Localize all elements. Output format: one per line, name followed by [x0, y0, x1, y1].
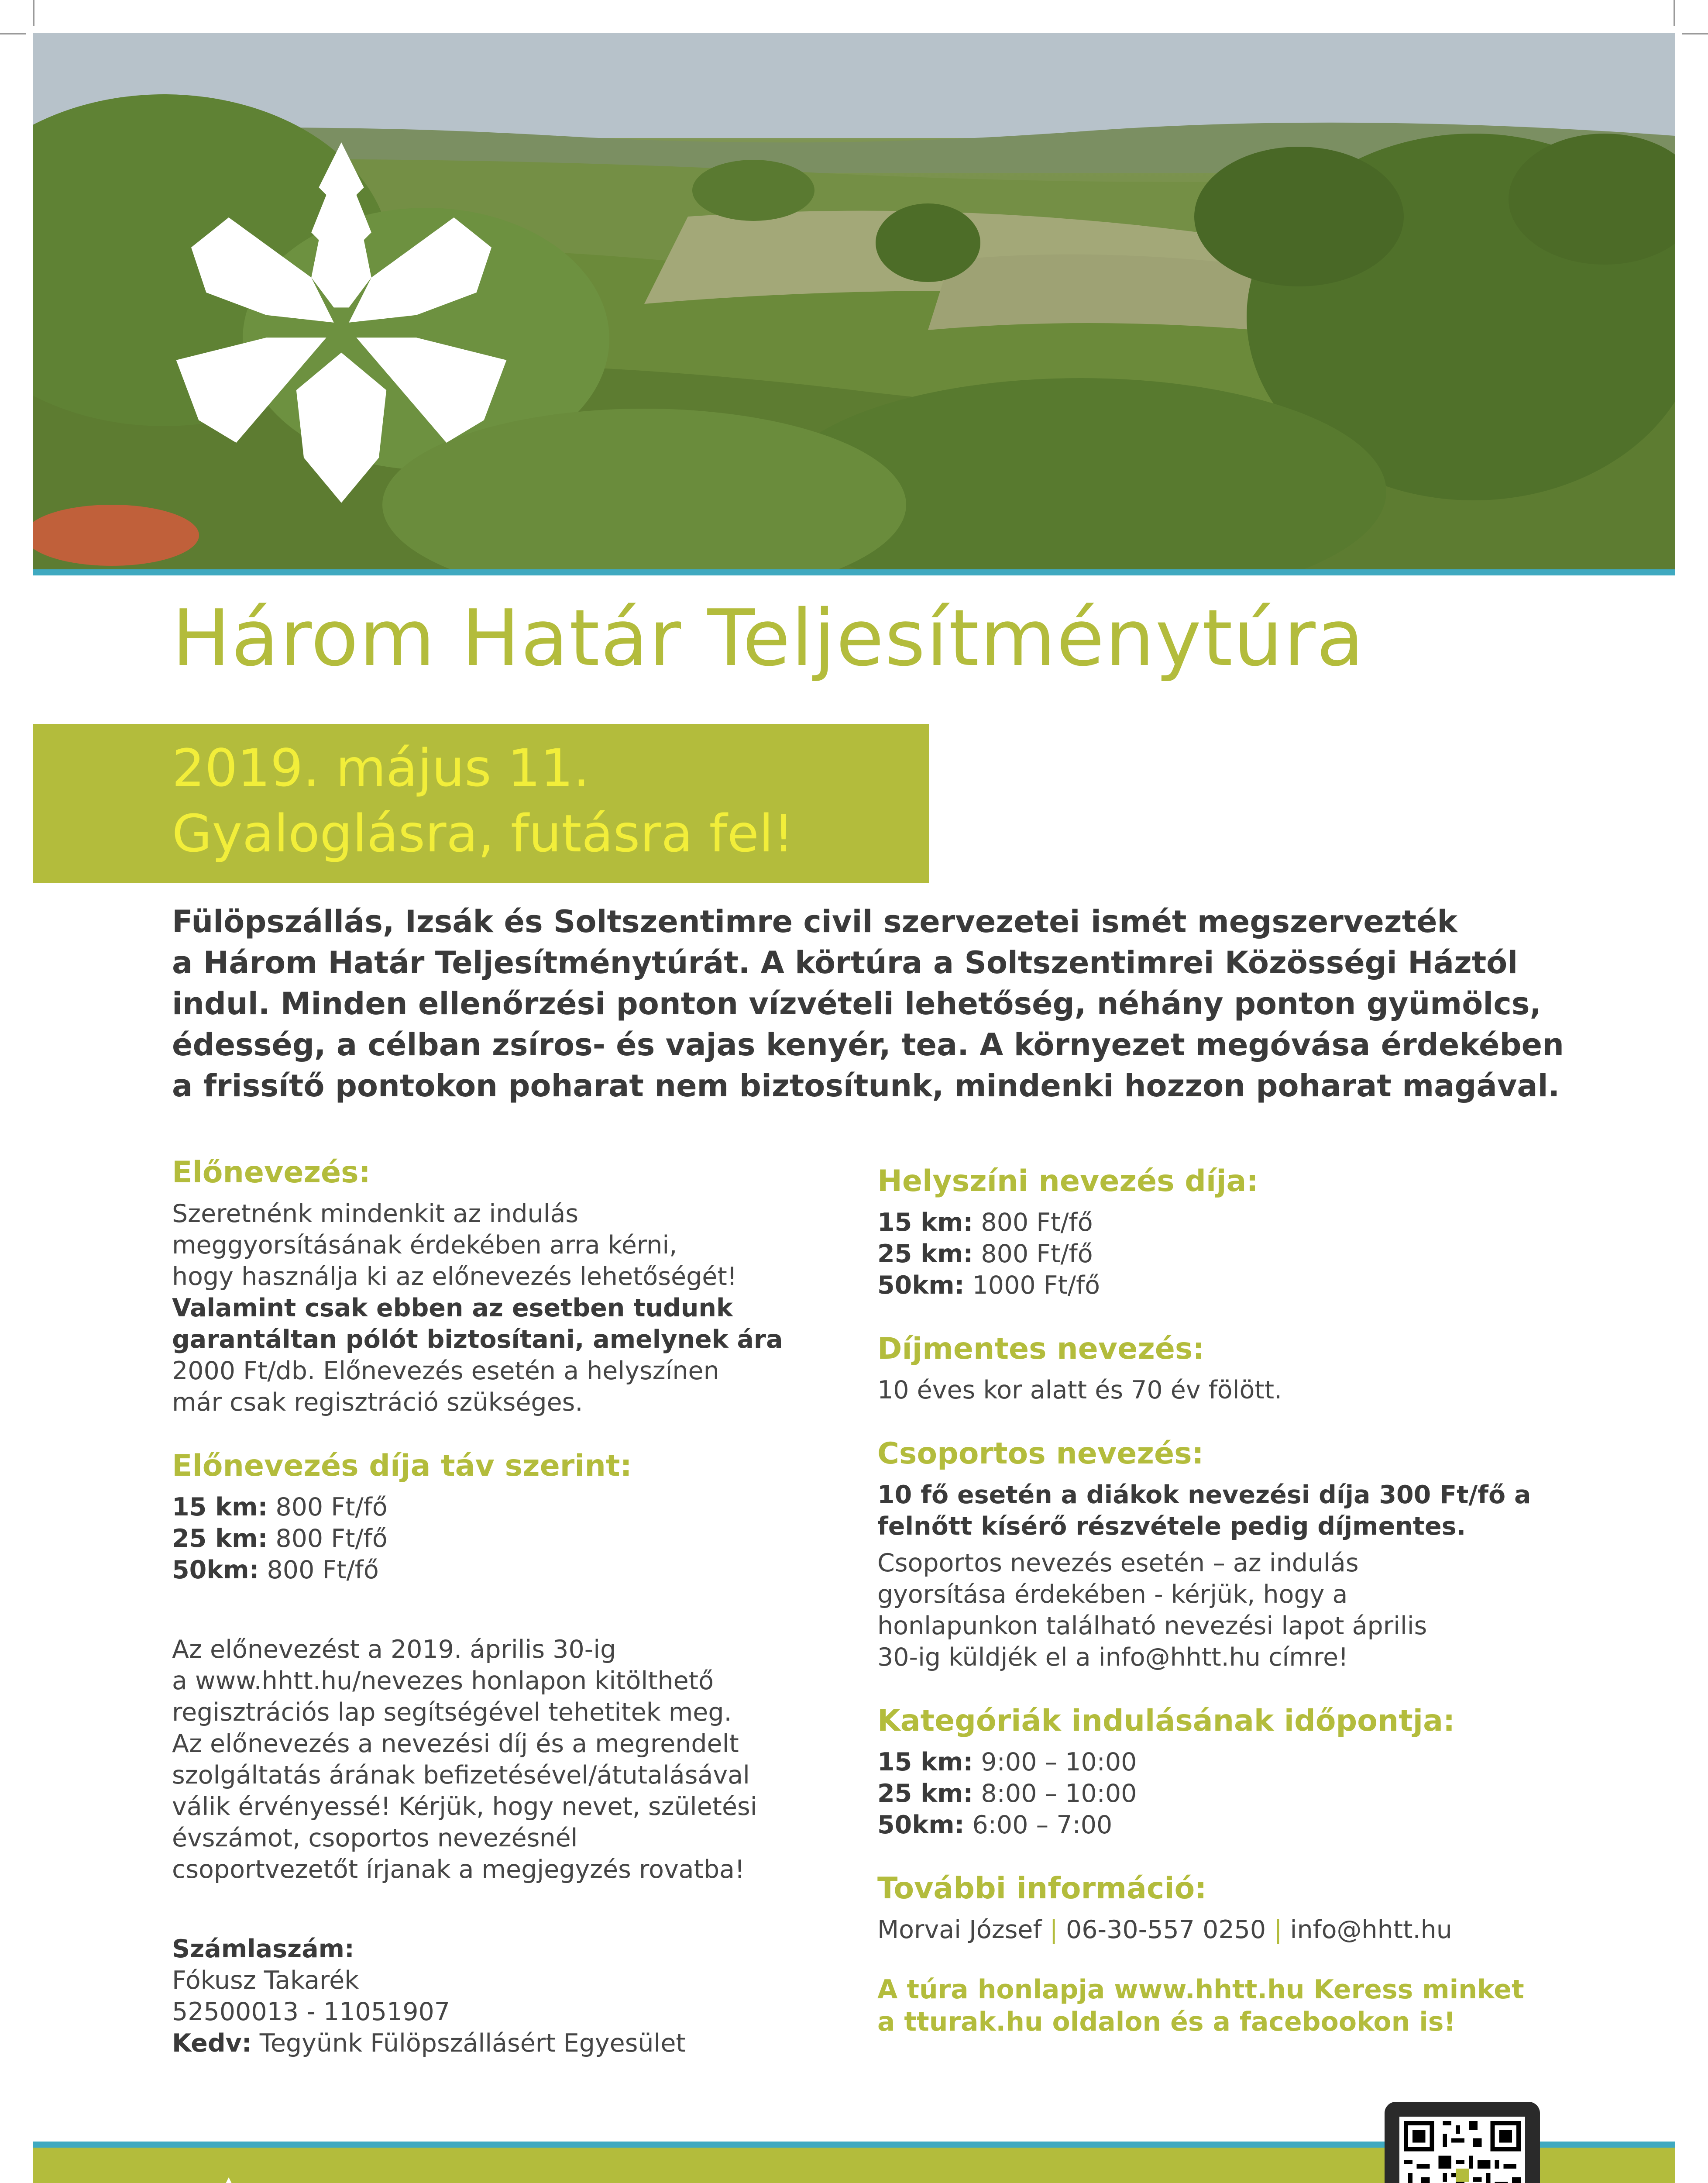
left-column	[172, 1153, 853, 2087]
contact-email[interactable]: info@hhtt.hu	[1290, 1915, 1452, 1944]
distance-label: 50km:	[877, 1271, 965, 1300]
start-times-section	[877, 1701, 1619, 1841]
prereg-line: Szeretnénk mindenkit az indulás	[172, 1199, 579, 1228]
group-entry-heading: Csoportos nevezés:	[877, 1436, 1204, 1471]
fee-row	[172, 1491, 853, 1523]
free-entry-section	[877, 1329, 1619, 1406]
prereg-info-line: szolgáltatás árának befizetésével/átutalásával	[172, 1761, 750, 1790]
time-row	[877, 1809, 1619, 1841]
group-bold-line: 10 fő esetén a diákok nevezési díja 300 Ft/fő a	[877, 1481, 1531, 1509]
prereg-line: garantáltan pólót biztosítani, amelynek ára	[172, 1325, 783, 1354]
fee-row	[877, 1270, 1619, 1301]
fee-value: 800 Ft/fő	[275, 1493, 388, 1522]
crop-mark	[33, 0, 34, 26]
event-slogan: Gyaloglásra, futásra fel!	[172, 803, 794, 864]
prereg-info-line: Az előnevezés a nevezési díj és a megrendelt	[172, 1729, 739, 1758]
distance-label: 15 km:	[877, 1208, 973, 1237]
distance-label: 50km:	[172, 1556, 259, 1584]
intro-paragraph	[172, 901, 1678, 1106]
distance-label: 15 km:	[877, 1748, 973, 1777]
group-line: gyorsítása érdekében - kérjük, hogy a	[877, 1580, 1348, 1609]
intro-line: indul. Minden ellenőrzési ponton vízvételi lehetőség, néhány ponton gyümölcs,	[172, 986, 1542, 1022]
prereg-info-line: a www.hhtt.hu/nevezes honlapon kitölthető	[172, 1667, 714, 1695]
flower-logo-icon	[172, 2175, 285, 2183]
fee-row	[877, 1238, 1619, 1270]
prereg-fee-section	[172, 1446, 853, 1586]
group-line: honlapunkon található nevezési lapot április	[877, 1611, 1427, 1640]
time-row	[877, 1778, 1619, 1809]
fee-value: 800 Ft/fő	[981, 1240, 1093, 1268]
account-label: Számlaszám:	[172, 1935, 354, 1963]
prereg-text	[172, 1198, 853, 1418]
time-value: 8:00 – 10:00	[981, 1779, 1137, 1808]
separator: |	[1049, 1915, 1058, 1944]
free-entry-heading: Díjmentes nevezés:	[877, 1332, 1205, 1366]
prereg-fee-heading: Előnevezés díja táv szerint:	[172, 1449, 632, 1483]
right-column	[877, 1153, 1619, 2066]
crop-mark	[0, 33, 26, 34]
more-info-section	[877, 1869, 1619, 1945]
group-entry-section	[877, 1434, 1619, 1673]
intro-line: Fülöpszállás, Izsák és Soltszentimre civil szervezetei ismét megszervezték	[172, 904, 1458, 940]
prereg-info-line: válik érvényessé! Kérjük, hogy nevet, születési	[172, 1792, 757, 1821]
web-section	[877, 1973, 1619, 2038]
contact-line	[877, 1914, 1619, 1945]
fee-value: 1000 Ft/fő	[972, 1271, 1100, 1300]
intro-line: a Három Határ Teljesítménytúrát. A körtúra a Soltszentimrei Közösségi Háztól	[172, 945, 1518, 981]
hero-divider	[33, 569, 1675, 575]
prereg-info-text	[172, 1634, 853, 1885]
crop-mark	[1682, 33, 1708, 34]
beneficiary-row	[172, 2028, 853, 2059]
web-line: A túra honlapja www.hhtt.hu Keress minket	[877, 1974, 1524, 2005]
start-times-heading: Kategóriák indulásának időpontja:	[877, 1704, 1455, 1738]
time-value: 6:00 – 7:00	[972, 1811, 1113, 1839]
distance-label: 50km:	[877, 1811, 965, 1839]
qr-code-icon[interactable]	[1399, 2117, 1525, 2183]
distance-label: 25 km:	[877, 1779, 973, 1808]
group-entry-text	[877, 1479, 1619, 1673]
event-date: 2019. május 11.	[172, 738, 590, 798]
account-section	[172, 1933, 853, 2059]
separator: |	[1274, 1915, 1282, 1944]
intro-line: a frissítő pontokon poharat nem biztosítunk, mindenki hozzon poharat magával.	[172, 1068, 1560, 1104]
prereg-line: már csak regisztráció szükséges.	[172, 1388, 583, 1417]
start-times-list	[877, 1746, 1619, 1841]
contact-row	[877, 1914, 1619, 1945]
prereg-info-line: Az előnevezést a 2019. április 30-ig	[172, 1635, 616, 1664]
group-bold-line: felnőtt kísérő részvétele pedig díjmentes.	[877, 1512, 1466, 1541]
flower-logo-icon	[154, 138, 529, 522]
time-value: 9:00 – 10:00	[981, 1748, 1137, 1777]
prereg-fee-list	[172, 1491, 853, 1586]
account-text	[172, 1933, 853, 2059]
fee-value: 800 Ft/fő	[275, 1524, 388, 1553]
distance-label: 25 km:	[877, 1240, 973, 1268]
beneficiary-value: Tegyünk Fülöpszállásért Egyesület	[259, 2029, 686, 2058]
prereg-info-line: évszámot, csoportos nevezésnél	[172, 1824, 578, 1852]
free-entry-text	[877, 1374, 1619, 1406]
prereg-line: meggyorsításának érdekében arra kérni,	[172, 1231, 677, 1260]
prereg-line: 2000 Ft/db. Előnevezés esetén a helyszínen	[172, 1357, 719, 1385]
prereg-line: hogy használja ki az előnevezés lehetőségét!	[172, 1262, 737, 1291]
fee-row	[172, 1554, 853, 1586]
free-entry-line: 10 éves kor alatt és 70 év fölött.	[877, 1376, 1282, 1405]
fee-row	[172, 1523, 853, 1554]
distance-label: 25 km:	[172, 1524, 268, 1553]
contact-phone[interactable]: 06-30-557 0250	[1066, 1915, 1266, 1944]
more-info-heading: További információ:	[877, 1871, 1207, 1906]
onsite-fee-list	[877, 1207, 1619, 1301]
crop-mark	[1674, 0, 1675, 26]
qr-card[interactable]	[1385, 2102, 1540, 2183]
onsite-fee-heading: Helyszíni nevezés díja:	[877, 1164, 1258, 1198]
fee-row	[877, 1207, 1619, 1238]
prereg-info-section	[172, 1634, 853, 1885]
bank-name: Fókusz Takarék	[172, 1966, 359, 1995]
prereg-line: Valamint csak ebben az esetben tudunk	[172, 1294, 733, 1322]
web-line: a tturak.hu oldalon és a facebookon is!	[877, 2007, 1456, 2037]
time-row	[877, 1746, 1619, 1778]
fee-value: 800 Ft/fő	[981, 1208, 1093, 1237]
fee-value: 800 Ft/fő	[267, 1556, 379, 1584]
prereg-info-line: regisztrációs lap segítségével tehetitek meg.	[172, 1698, 732, 1727]
group-line: 30-ig küldjék el a info@hhtt.hu címre!	[877, 1643, 1348, 1672]
group-line: Csoportos nevezés esetén – az indulás	[877, 1549, 1359, 1577]
prereg-info-line: csoportvezetőt írjanak a megjegyzés rovatba!	[172, 1855, 745, 1884]
intro-line: édesség, a célban zsíros- és vajas kenyér, tea. A környezet megóvása érdekében	[172, 1027, 1564, 1063]
account-number: 52500013 - 11051907	[172, 1997, 450, 2026]
prereg-section	[172, 1153, 853, 1418]
distance-label: 15 km:	[172, 1493, 268, 1522]
date-band	[33, 724, 929, 883]
onsite-fee-section	[877, 1161, 1619, 1301]
beneficiary-label: Kedv:	[172, 2029, 252, 2058]
contact-name: Morvai József	[877, 1915, 1042, 1944]
prereg-heading: Előnevezés:	[172, 1155, 371, 1190]
page-title: Három Határ Teljesítménytúra	[172, 593, 1365, 683]
